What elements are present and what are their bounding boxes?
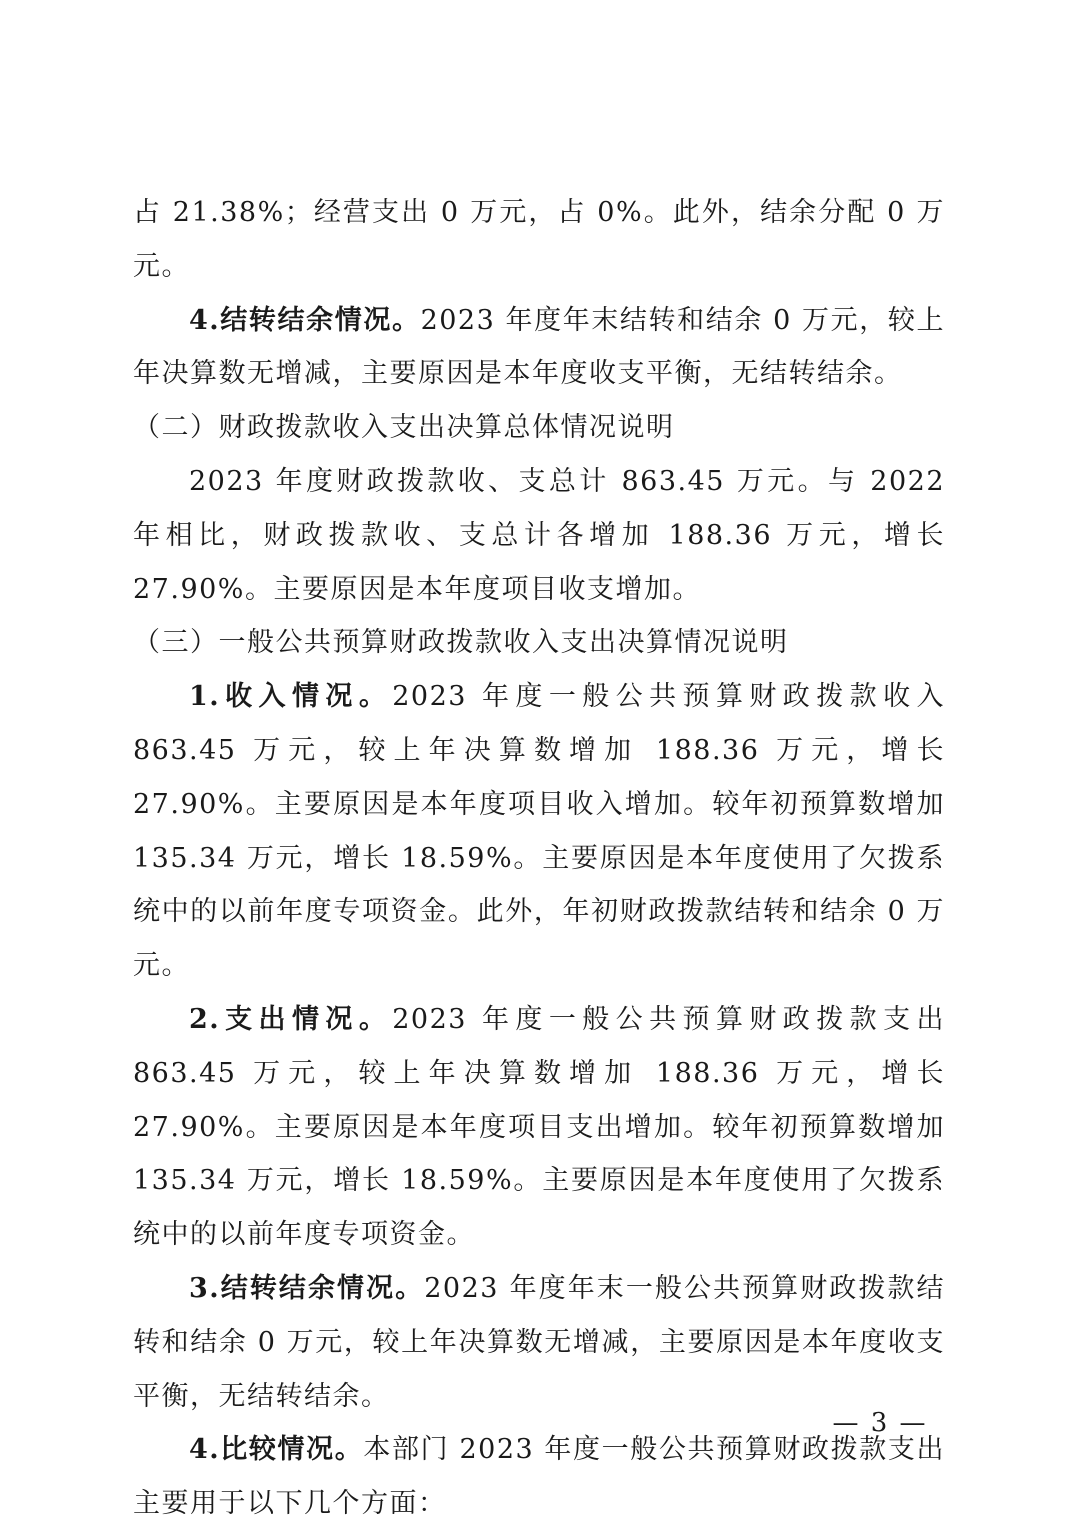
paragraph-fiscal-total xyxy=(133,455,945,616)
paragraph-income xyxy=(133,670,945,993)
paragraph-text: 2023 年度一般公共预算财政拨款支出 863.45 万元，较上年决算数增加 188.36 万元，增长 27.90%。主要原因是本年度项目支出增加。较年初预算数增加 135.34 万元，增长 18.59%。主要原因是本年度使用了欠拨系统中的以前年度专项资金。 xyxy=(133,1003,946,1251)
paragraph-lead: 4.结转结余情况。 xyxy=(189,304,421,336)
paragraph-text: 2023 年度一般公共预算财政拨款收入 863.45 万元，较上年决算数增加 188.36 万元，增长 27.90%。主要原因是本年度项目收入增加。较年初预算数增加 135.34 万元，增长 18.59%。主要原因是本年度使用了欠拨系统中的以前年度专项资金。此外，年初财政拨款结转和结余 0 万元。 xyxy=(133,681,946,982)
paragraph-text: 本部门 2023 年度一般公共预算财政拨款支出主要用于以下几个方面： xyxy=(133,1434,945,1520)
paragraph-expense-continuation xyxy=(133,186,945,294)
paragraph-expenditure xyxy=(133,993,945,1262)
paragraph-lead: 4.比较情况。 xyxy=(189,1434,364,1466)
paragraph-lead: 1.收入情况。 xyxy=(189,681,393,713)
paragraph-carryover-balance xyxy=(133,294,945,402)
paragraph-text: 占 21.38%；经营支出 0 万元，占 0%。此外，结余分配 0 万元。 xyxy=(133,197,945,282)
paragraph-general-carryover xyxy=(133,1262,945,1423)
paragraph-lead: 2.支出情况。 xyxy=(189,1003,393,1035)
paragraph-text: 2023 年度年末结转和结余 0 万元，较上年决算数无增减，主要原因是本年度收支平衡，无结转结余。 xyxy=(133,304,945,390)
section-heading-fiscal-overview: （二）财政拨款收入支出决算总体情况说明 xyxy=(133,412,675,444)
page-number: — 3 — xyxy=(832,1408,928,1438)
document-body xyxy=(133,186,945,1531)
paragraph-lead: 3.结转结余情况。 xyxy=(189,1272,425,1304)
paragraph-text: 2023 年度年末一般公共预算财政拨款结转和结余 0 万元，较上年决算数无增减，主要原因是本年度收支平衡，无结转结余。 xyxy=(133,1272,946,1412)
paragraph-comparison xyxy=(133,1423,945,1531)
section-heading-general-budget: （三）一般公共预算财政拨款收入支出决算情况说明 xyxy=(133,627,789,659)
paragraph-text: 2023 年度财政拨款收、支总计 863.45 万元。与 2022 年相比，财政拨款收、支总计各增加 188.36 万元，增长 27.90%。主要原因是本年度项目收支增加。 xyxy=(133,465,945,605)
